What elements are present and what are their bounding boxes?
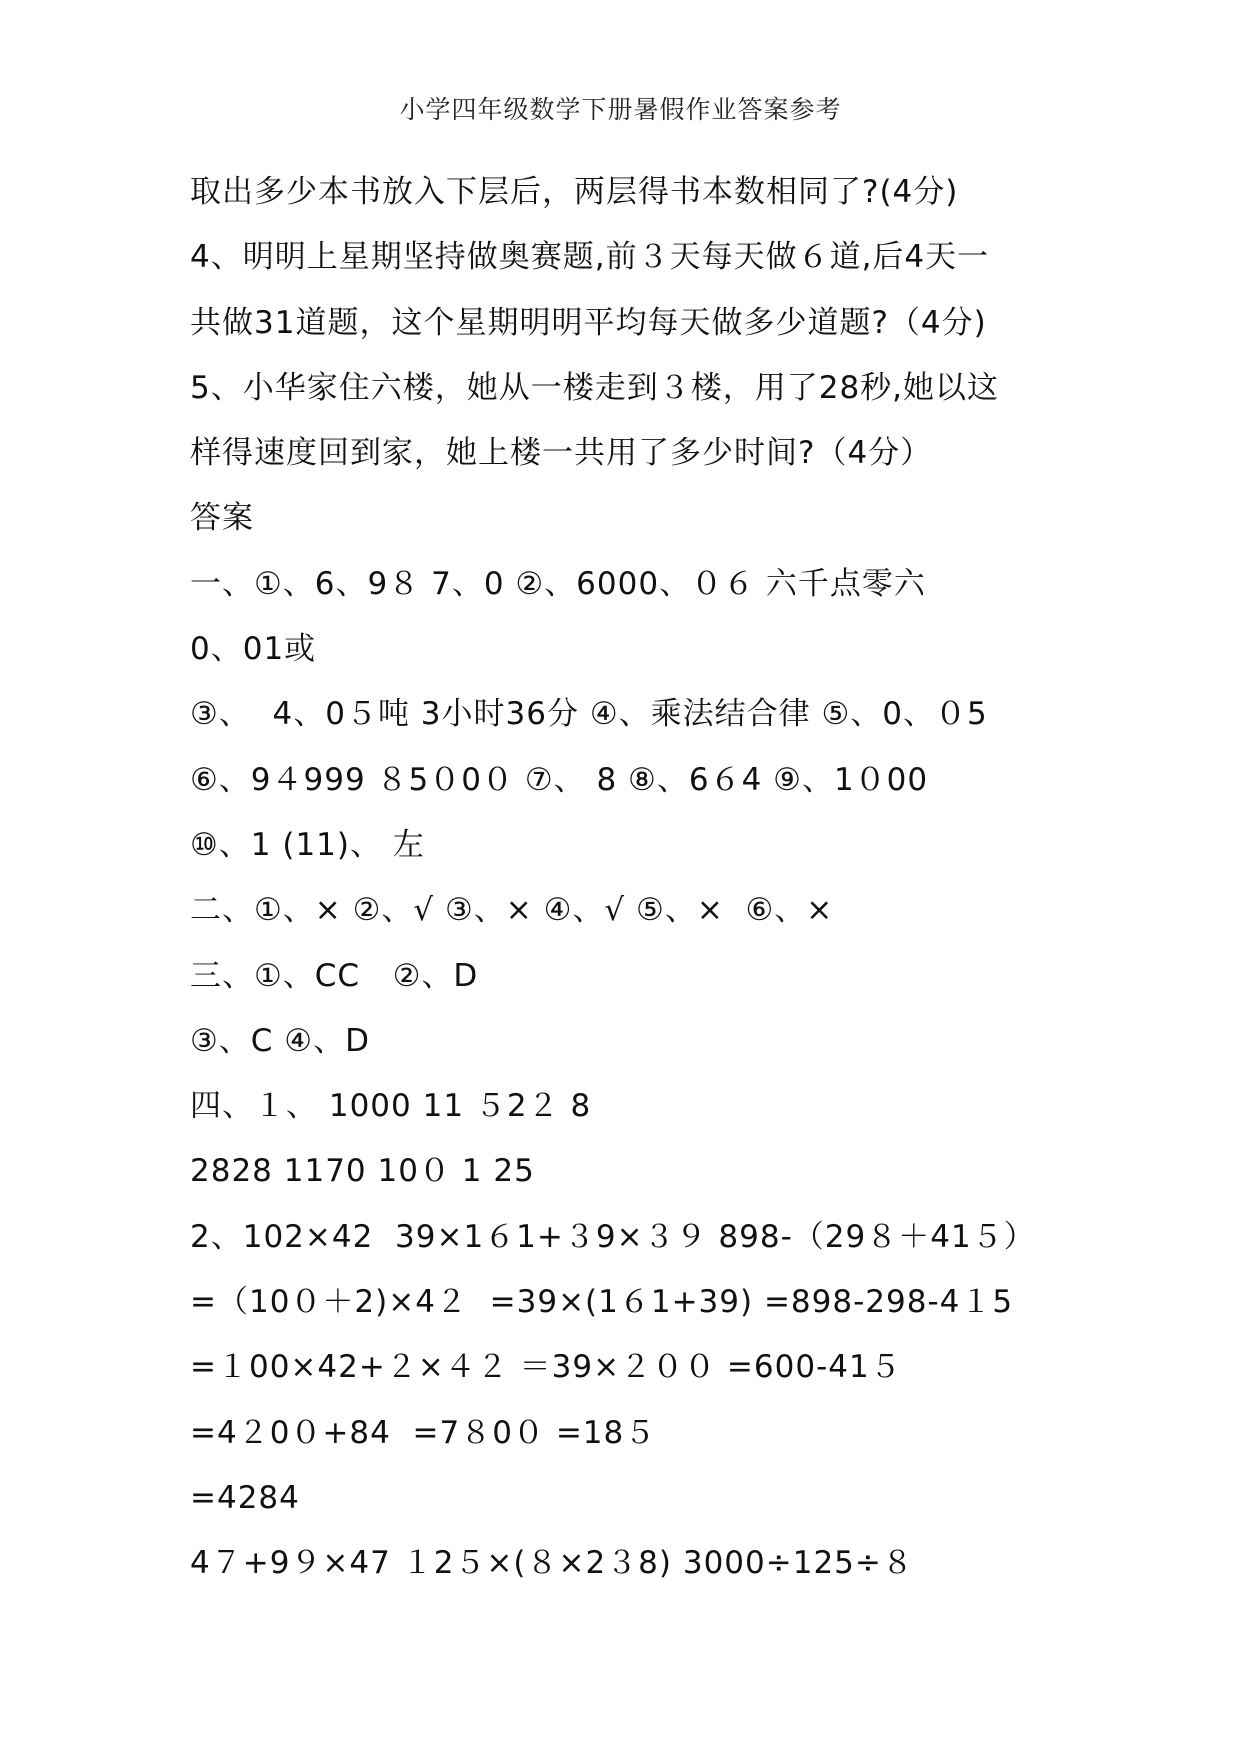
answer-heading: 答案: [190, 500, 254, 537]
document-body: [190, 160, 1070, 1597]
text-line: =１00×42+２×４２ ＝39×２００ =600-41５: [190, 1349, 902, 1386]
text-line: 5、小华家住六楼，她从一楼走到３楼，用了28秒,她以这: [190, 369, 1000, 406]
text-line: 三、①、CC ②、D: [190, 957, 479, 994]
text-line: ⑩、1 (11)、 左: [190, 826, 425, 863]
text-line: =（10０＋2)×4２ =39×(1６1+39) =898-298-4１5: [190, 1284, 1014, 1321]
text-line: 二、①、× ②、√ ③、× ④、√ ⑤、× ⑥、×: [190, 892, 834, 929]
text-line: 共做31道题，这个星期明明平均每天做多少道题?（4分): [190, 304, 987, 341]
text-line: =4２0０+84 =7８0０ =18５: [190, 1414, 657, 1451]
text-line: 2828 1170 10０ 1 25: [190, 1153, 535, 1190]
text-line: 0、01或: [190, 631, 317, 668]
page-header: 小学四年级数学下册暑假作业答案参考: [399, 95, 842, 124]
text-line: 4７+9９×47 １2５×(８×2３8) 3000÷125÷８: [190, 1545, 914, 1582]
text-line: 取出多少本书放入下层后，两层得书本数相同了?(4分): [190, 174, 959, 210]
text-line: ⑥、9４999 ８5０0０ ⑦、 8 ⑧、6６4 ⑨、1０00: [190, 761, 929, 798]
text-line: =4284: [190, 1479, 300, 1516]
text-line: 四、１、 1000 11 ５2２ 8: [190, 1088, 592, 1125]
text-line: ③、C ④、D: [190, 1022, 370, 1059]
text-line: 2、102×42 39×1６1+３9×３９ 898-（29８＋41５）: [190, 1218, 1036, 1255]
text-line: 样得速度回到家，她上楼一共用了多少时间?（4分）: [190, 435, 933, 472]
text-line: ③、 4、0５吨 3小时36分 ④、乘法结合律 ⑤、0、０5: [190, 696, 988, 733]
text-line: 4、明明上星期坚持做奥赛题,前３天每天做６道,后4天一: [190, 239, 990, 276]
text-line: 一、①、6、9８ 7、0 ②、6000、０６ 六千点零六: [190, 565, 926, 602]
